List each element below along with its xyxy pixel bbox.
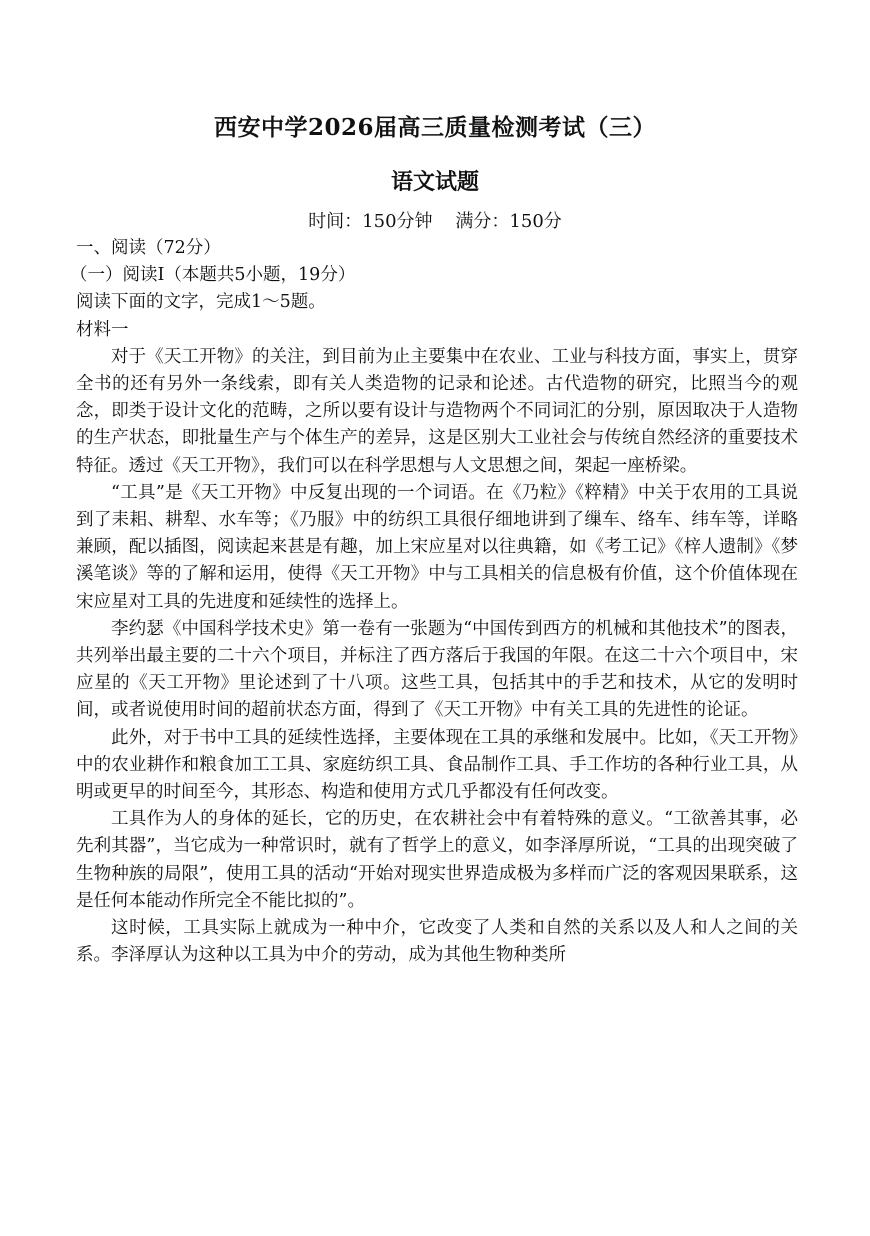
paragraph: 此外，对于书中工具的延续性选择，主要体现在工具的承继和发展中。比如，《天工开物》中的农业耕作和粮食加工工具、家庭纺织工具、食品制作工具、手工作坊的各种行业工具，从明或更早的时间至今，其形态、构造和使用方式几乎都没有任何改变。 bbox=[76, 727, 798, 803]
paragraph: “工具”是《天工开物》中反复出现的一个词语。在《乃粒》《粹精》中关于农用的工具说到了耒耜、耕犁、水车等；《乃服》中的纺织工具很仔细地讲到了缫车、络车、纬车等，详略兼顾，配以插图，阅读起来甚是有趣，加上宋应星对以往典籍，如《考工记》《梓人遗制》《梦溪笔谈》等的了解和运用，使得《天工开物》中与工具相关的信息极有价值，这个价值体现在宋应星对工具的先进度和延续性的选择上。 bbox=[76, 482, 798, 612]
subject-title: 语文试题 bbox=[390, 169, 479, 195]
material-label: 材料一 bbox=[76, 319, 129, 340]
subsection-heading: （一）阅读Ⅰ（本题共5小题，19分） bbox=[70, 265, 356, 286]
exam-title: 西安中学2026届高三质量检测考试（三） bbox=[213, 114, 656, 141]
paragraph: 这时候，工具实际上就成为一种中介，它改变了人类和自然的关系以及人和人之间的关系。李泽厚认为这种以工具为中介的劳动，成为其他生物种类所 bbox=[76, 918, 798, 966]
paragraph: 李约瑟《中国科学技术史》第一卷有一张题为“中国传到西方的机械和其他技术”的图表，共列举出最主要的二十六个项目，并标注了西方落后于我国的年限。在这二十六个项目中，宋应星的《天工开物》里论述到了十八项。这些工具，包括其中的手艺和技术，从它的发明时间，或者说使用时间的超前状态方面，得到了《天工开物》中有关工具的先进性的论证。 bbox=[76, 618, 798, 721]
time-and-score: 时间：150分钟 满分：150分 bbox=[308, 211, 562, 232]
paragraph: 工具作为人的身体的延长，它的历史，在农耕社会中有着特殊的意义。“工欲善其事，必先利其器”，当它成为一种常识时，就有了哲学上的意义，如李泽厚所说，“工具的出现突破了生物种族的局限”，使用工具的活动“开始对现实世界造成极为多样而广泛的客观因果联系，这是任何本能动作所完全不能比拟的”。 bbox=[76, 809, 798, 911]
paragraph: 对于《天工开物》的关注，到目前为止主要集中在农业、工业与科技方面，事实上，贯穿全书的还有另外一条线索，即有关人类造物的记录和论述。古代造物的研究，比照当今的观念，即类于设计文化的范畴，之所以要有设计与造物两个不同词汇的分别，原因取决于人造物的生产状态，即批量生产与个体生产的差异，这是区别大工业社会与传统自然经济的重要技术特征。透过《天工开物》，我们可以在科学思想与人文思想之间，架起一座桥梁。 bbox=[76, 346, 798, 476]
section-heading: 一、阅读（72分） bbox=[76, 238, 221, 258]
reading-instruction: 阅读下面的文字，完成1～5题。 bbox=[76, 292, 326, 313]
exam-body bbox=[70, 235, 798, 969]
